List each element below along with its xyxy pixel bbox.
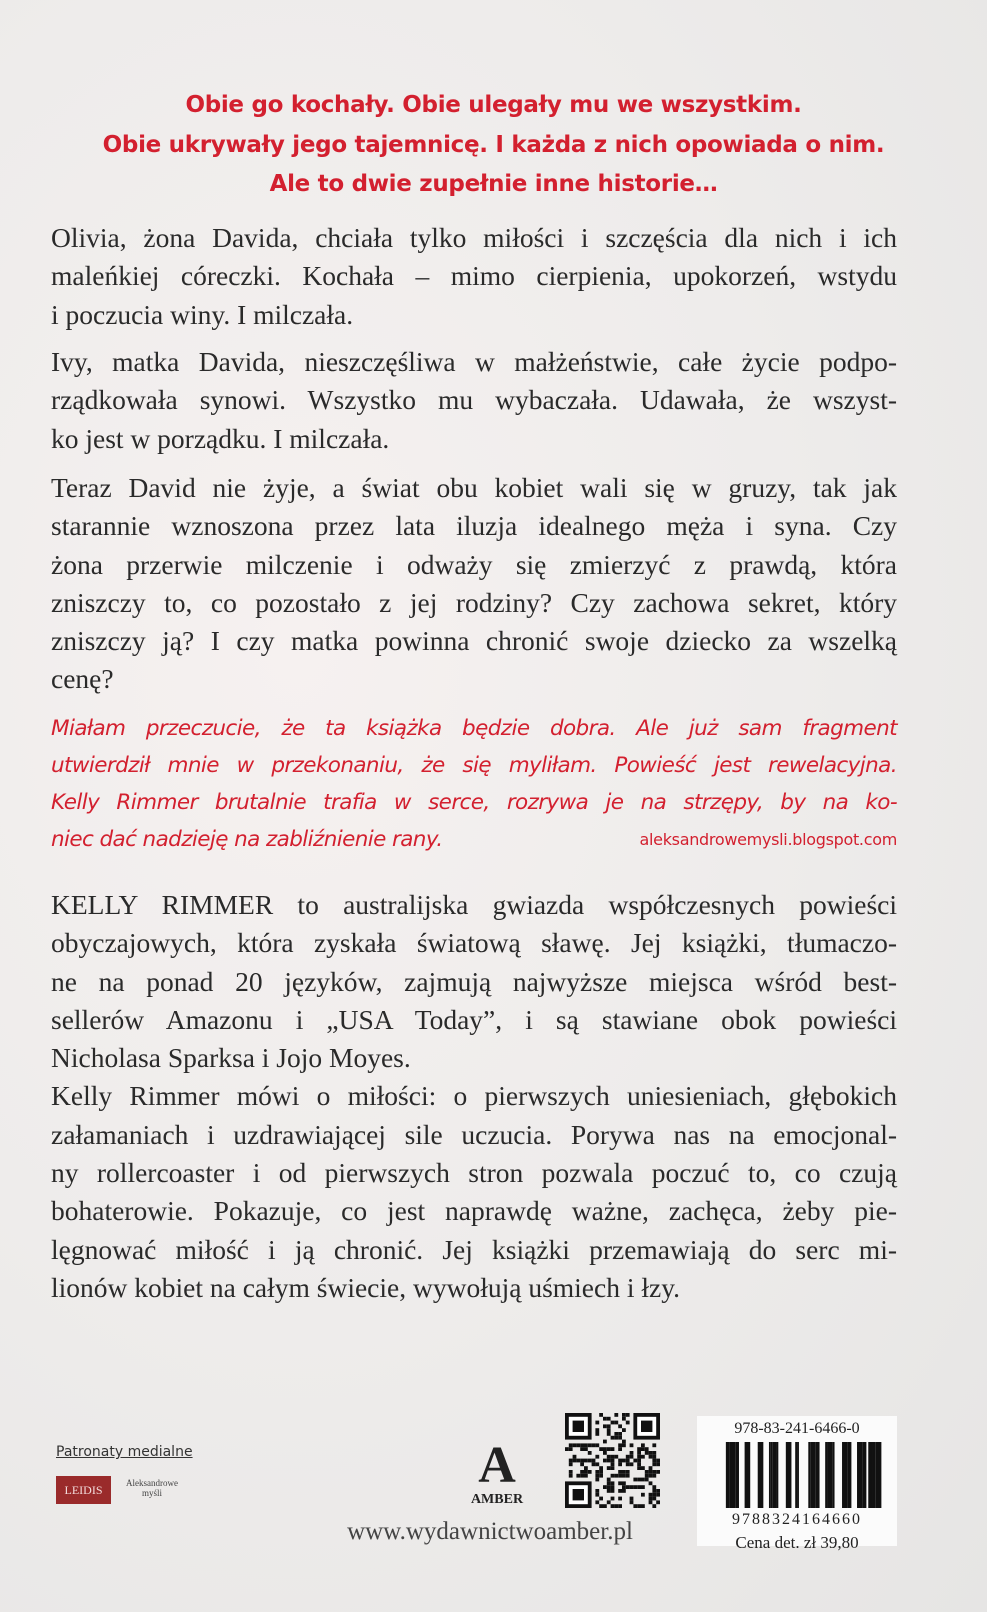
text-line: żona przerwie milczenie i odważy się zmierzyć z prawdą, która — [51, 548, 897, 580]
price: Cena det. zł 39,80 — [735, 1533, 859, 1552]
text-line: Kelly Rimmer mówi o miłości: o pierwszych uniesieniach, głębokich — [51, 1080, 897, 1112]
qr-code — [565, 1413, 660, 1508]
text-line: cenę? — [51, 663, 114, 695]
leidis-logo: LEIDIS — [56, 1476, 111, 1504]
text-line: ny rollercoaster i od pierwszych stron pozwala poczuć to, co czują — [51, 1157, 897, 1189]
text-line: ne na ponad 20 języków, zajmują najwyższe miejsca wśród best- — [51, 965, 897, 997]
text-line: Ivy, matka Davida, nieszczęśliwa w małżeństwie, całe życie podpo- — [51, 346, 897, 377]
publisher-url: www.wydawnictwoamber.pl — [347, 1518, 633, 1545]
author-bio — [51, 886, 897, 1307]
paragraph-olivia — [51, 219, 897, 334]
text-line: i poczucia winy. I milczała. — [51, 298, 354, 330]
quote-line: niec dać nadzieję na zabliźnienie rany. — [51, 827, 443, 852]
quote-line: Kelly Rimmer brutalnie trafia w serce, rozrywa je na strzępy, by na ko- — [51, 790, 897, 815]
text-line: Nicholasa Sparksa i Jojo Moyes. — [51, 1042, 411, 1074]
barcode-digits: 9788324164660 — [732, 1511, 862, 1528]
isbn: 978-83-241-6466-0 — [734, 1420, 860, 1437]
text-line: Olivia, żona Davida, chciała tylko miłości i szczęścia dla nich i ich — [51, 222, 897, 253]
quote-source: aleksandrowemysli.blogspot.com — [639, 830, 897, 849]
aleksandrowe-mysli-logo: Aleksandrowe myśli — [126, 1478, 178, 1498]
headline-line: Obie ukrywały jego tajemnicę. I każda z nich opowiada o nim. — [102, 131, 885, 158]
text-line: zniszczy ją? I czy matka powinna chronić swoje dziecko za wszelką — [51, 625, 897, 657]
publisher-name: AMBER — [470, 1492, 524, 1507]
headline-line: Obie go kochały. Obie ulegały mu we wszystkim. — [185, 92, 802, 118]
headline — [40, 86, 947, 205]
headline-line: Ale to dwie zupełnie inne historie… — [269, 171, 718, 197]
text-line: lęgnować miłość i ją chronić. Jej książki przemawiają do serc mi- — [51, 1233, 897, 1265]
review-quote — [51, 710, 897, 858]
text-line: maleńkiej córeczki. Kochała – mimo cierpienia, upokorzeń, wstydu — [51, 260, 897, 292]
text-line: KELLY RIMMER to australijska gwiazda współczesnych powieści — [51, 889, 897, 920]
media-patronage-label: Patronaty medialne — [56, 1444, 193, 1460]
text-line: bohaterowie. Pokazuje, co jest naprawdę ważne, zachęca, żeby pie- — [51, 1195, 897, 1227]
text-line: starannie wznoszona przez lata iluzja idealnego męża i syna. Czy — [51, 510, 897, 542]
publisher-logo — [462, 1437, 532, 1508]
text-line: rządkowała synowi. Wszystko mu wybaczała. Udawała, że wszyst- — [51, 384, 897, 416]
text-line: lionów kobiet na całym świecie, wywołują uśmiech i łzy. — [51, 1271, 681, 1303]
text-line: ko jest w porządku. I milczała. — [51, 422, 390, 454]
text-line: zniszczy to, co pozostało z jej rodziny? Czy zachowa sekret, który — [51, 586, 897, 618]
barcode-box — [697, 1416, 897, 1552]
text-line: sellerów Amazonu i „USA Today”, i są stawiane obok powieści — [51, 1003, 897, 1035]
text-line: Teraz David nie żyje, a świat obu kobiet wali się w gruzy, tak jak — [51, 472, 897, 503]
text-line: załamaniach i uzdrawiającej sile uczucia. Porywa nas na emocjonal- — [51, 1118, 897, 1150]
quote-line: Miałam przeczucie, że ta książka będzie dobra. Ale już sam fragment — [51, 716, 897, 741]
paragraph-ivy — [51, 343, 897, 458]
text-line: obyczajowych, która zyskała światową sławę. Jej książki, tłumaczo- — [51, 927, 897, 959]
quote-line: utwierdził mnie w przekonaniu, że się myliłam. Powieść jest rewelacyjna. — [51, 753, 897, 778]
paragraph-david — [51, 469, 897, 699]
barcode — [709, 1442, 887, 1508]
amber-logo-mark: A — [478, 1437, 516, 1494]
